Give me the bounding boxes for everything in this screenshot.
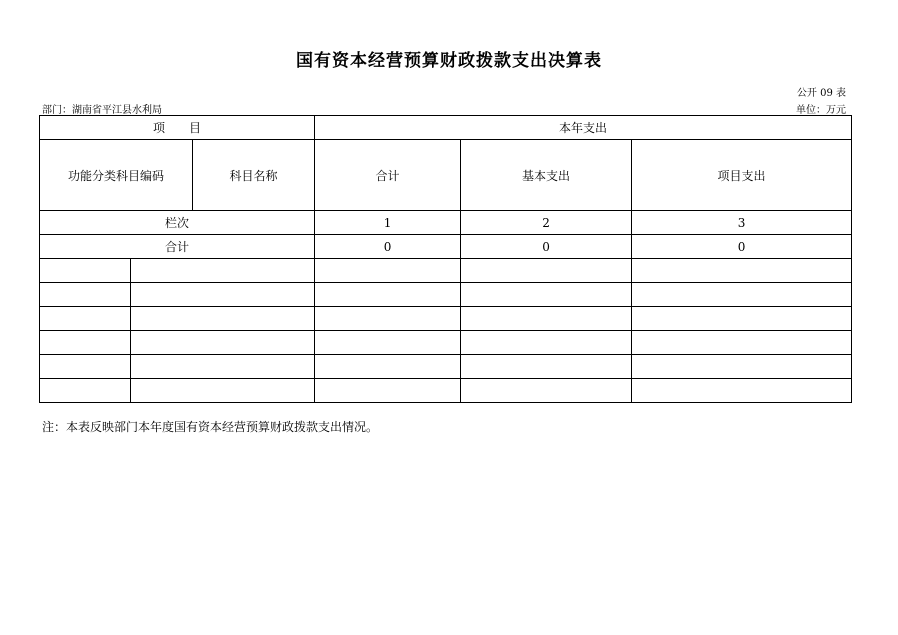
cell — [40, 307, 131, 331]
cell — [632, 379, 852, 403]
table-row — [40, 331, 852, 355]
index-1: 1 — [315, 211, 461, 235]
total-value-1: 0 — [315, 235, 461, 259]
cell — [315, 331, 461, 355]
expenditure-table — [39, 115, 852, 403]
table-row — [40, 355, 852, 379]
cell — [131, 331, 315, 355]
header-expense: 本年支出 — [315, 116, 852, 140]
total-value-3: 0 — [632, 235, 852, 259]
index-3: 3 — [632, 211, 852, 235]
col-project-header: 项目支出 — [632, 140, 852, 211]
total-value-2: 0 — [461, 235, 632, 259]
index-2: 2 — [461, 211, 632, 235]
col-total-header: 合计 — [315, 140, 461, 211]
cell — [315, 259, 461, 283]
cell — [461, 331, 632, 355]
cell — [131, 283, 315, 307]
table-row — [40, 259, 852, 283]
cell — [461, 283, 632, 307]
col-code-header: 功能分类科目编码 — [40, 140, 193, 211]
cell — [632, 331, 852, 355]
cell — [315, 283, 461, 307]
cell — [40, 355, 131, 379]
cell — [632, 307, 852, 331]
cell — [632, 283, 852, 307]
cell — [461, 307, 632, 331]
cell — [632, 259, 852, 283]
cell — [131, 307, 315, 331]
cell — [461, 379, 632, 403]
cell — [131, 259, 315, 283]
index-row — [40, 211, 852, 235]
total-row — [40, 235, 852, 259]
department-label: 部门：湖南省平江县水利局 — [42, 105, 162, 116]
cell — [315, 379, 461, 403]
cell — [40, 259, 131, 283]
cell — [461, 259, 632, 283]
header-item: 项 目 — [40, 116, 315, 140]
cell — [40, 379, 131, 403]
table-row — [40, 307, 852, 331]
cell — [131, 379, 315, 403]
col-basic-header: 基本支出 — [461, 140, 632, 211]
unit-label: 单位：万元 — [796, 105, 846, 116]
page-title: 国有资本经营预算财政拨款支出决算表 — [296, 51, 602, 71]
cell — [315, 355, 461, 379]
col-name-header: 科目名称 — [193, 140, 315, 211]
table-row — [40, 379, 852, 403]
table-row — [40, 283, 852, 307]
header-row-2 — [40, 140, 852, 211]
cell — [131, 355, 315, 379]
cell — [40, 331, 131, 355]
cell — [315, 307, 461, 331]
cell — [461, 355, 632, 379]
header-row-1 — [40, 116, 852, 140]
form-code: 公开 09 表 — [796, 88, 846, 99]
total-label: 合计 — [40, 235, 315, 259]
cell — [632, 355, 852, 379]
footnote: 注：本表反映部门本年度国有资本经营预算财政拨款支出情况。 — [42, 420, 379, 434]
cell — [40, 283, 131, 307]
index-label: 栏次 — [40, 211, 315, 235]
